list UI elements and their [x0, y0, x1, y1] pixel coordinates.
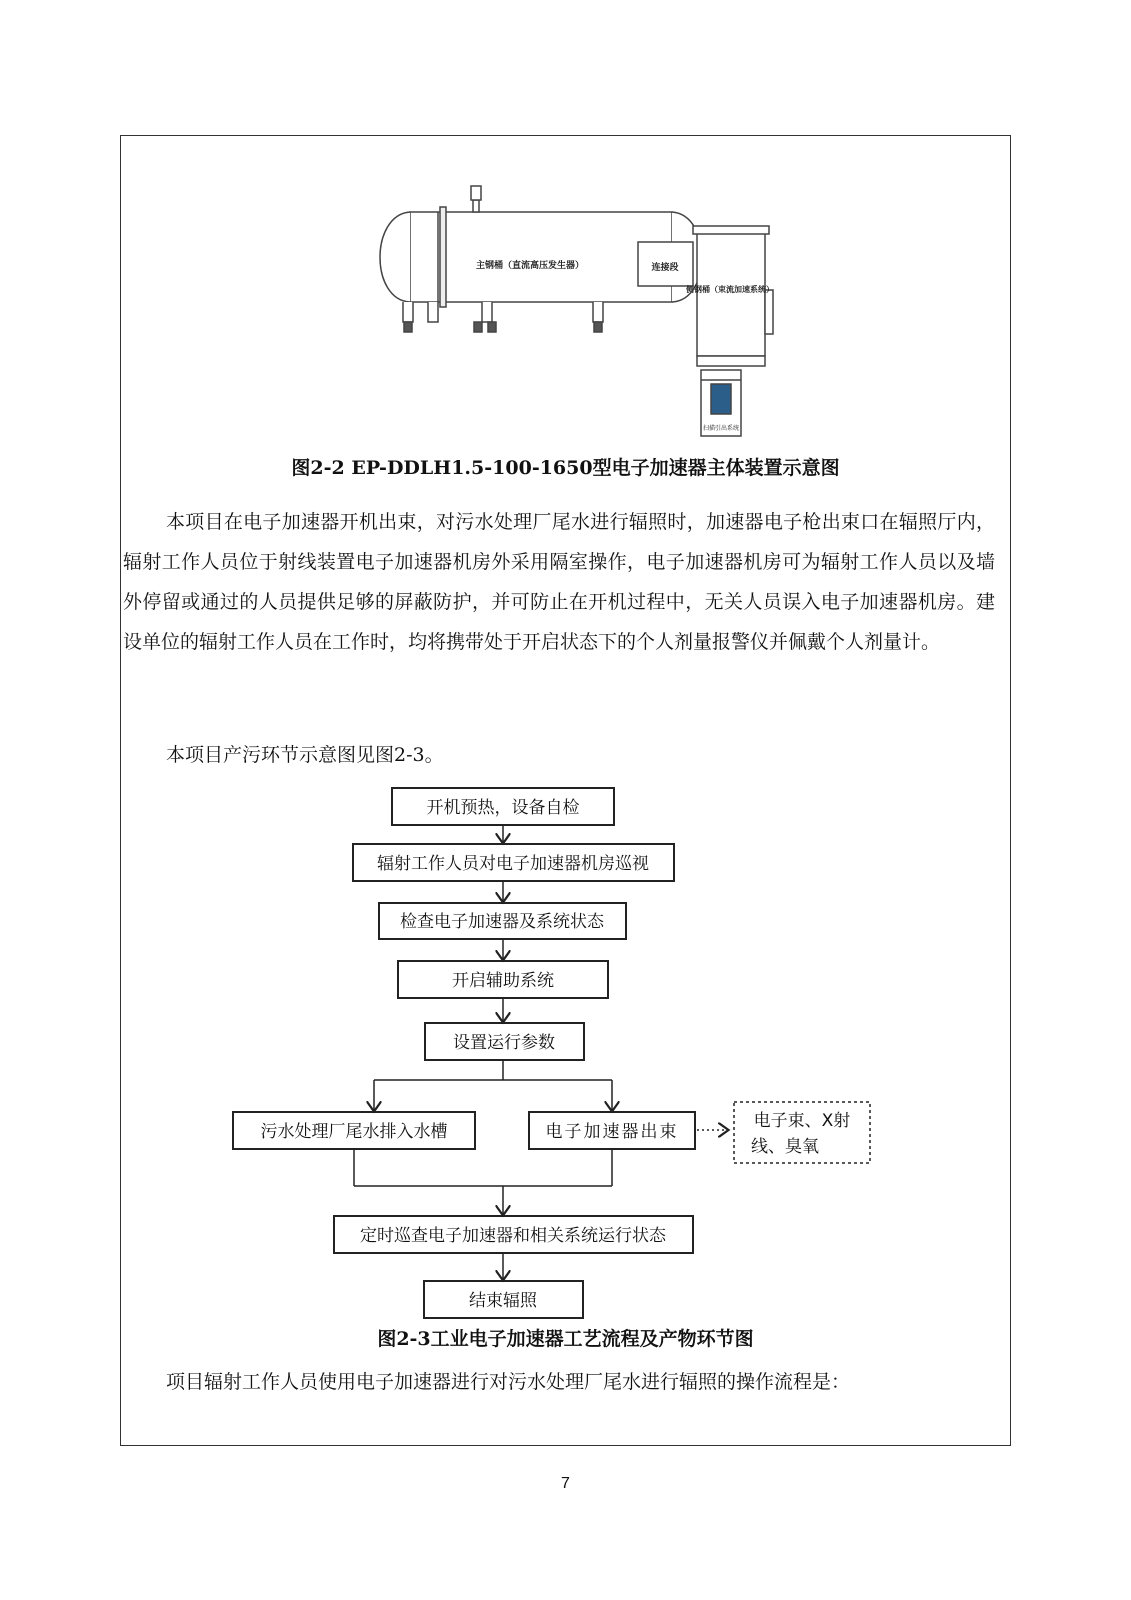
- flow-step-6-label: 定时巡查电子加速器和相关系统运行状态: [360, 1226, 666, 1246]
- body-paragraph-2: 本项目产污环节示意图见图2-3。: [166, 744, 444, 766]
- body-paragraph-3: 项目辐射工作人员使用电子加速器进行对污水处理厂尾水进行辐照的操作流程是：: [166, 1371, 851, 1393]
- flow-step-5-label: 设置运行参数: [453, 1033, 555, 1053]
- page-number: 7: [561, 1475, 570, 1492]
- flow-branch-left-label: 污水处理厂尾水排入水槽: [260, 1122, 448, 1142]
- accelerator-diagram: [0, 0, 1131, 460]
- main-tank-label: 主钢桶（直流高压发生器）: [475, 261, 585, 271]
- side-tank: [693, 226, 773, 436]
- flow-branch-right-label: 电子加速器出束: [545, 1122, 679, 1142]
- figure-2-3-caption: 图2-3工业电子加速器工艺流程及产物环节图: [377, 1328, 754, 1350]
- side-tank-label: 侧钢桶（束流加速系统）: [686, 285, 774, 294]
- flow-step-1-label: 开机预热，设备自检: [426, 798, 580, 818]
- body-paragraph-1: 本项目在电子加速器开机出束，对污水处理厂尾水进行辐照时，加速器电子枪出束口在辐照厅内，辐射工作人员位于射线装置电子加速器机房外采用隔室操作，电子加速器机房可为辐射工作人员以及墙外停留或通过的人员提供足够的屏蔽防护，并可防止在开机过程中，无关人员误入电子加速器机房。建设单位的辐射工作人员在工作时，均将携带处于开启状态下的个人剂量报警仪并佩戴个人剂量计。: [123, 511, 995, 653]
- flow-step-7-label: 结束辐照: [469, 1291, 537, 1311]
- flow-step-2-label: 辐射工作人员对电子加速器机房巡视: [377, 854, 649, 874]
- bottom-unit-label: 扫描引出系统: [702, 425, 740, 432]
- flow-step-3-label: 检查电子加速器及系统状态: [400, 912, 604, 932]
- products-line-2: 线、臭氧: [751, 1137, 819, 1157]
- figure-2-2-caption: 图2-2 EP-DDLH1.5-100-1650型电子加速器主体装置示意图: [291, 457, 840, 479]
- products-line-1: 电子束、X射: [753, 1111, 851, 1131]
- process-flowchart: [0, 775, 1131, 1335]
- connector-label: 连接段: [651, 263, 679, 273]
- flow-step-4-label: 开启辅助系统: [452, 971, 554, 991]
